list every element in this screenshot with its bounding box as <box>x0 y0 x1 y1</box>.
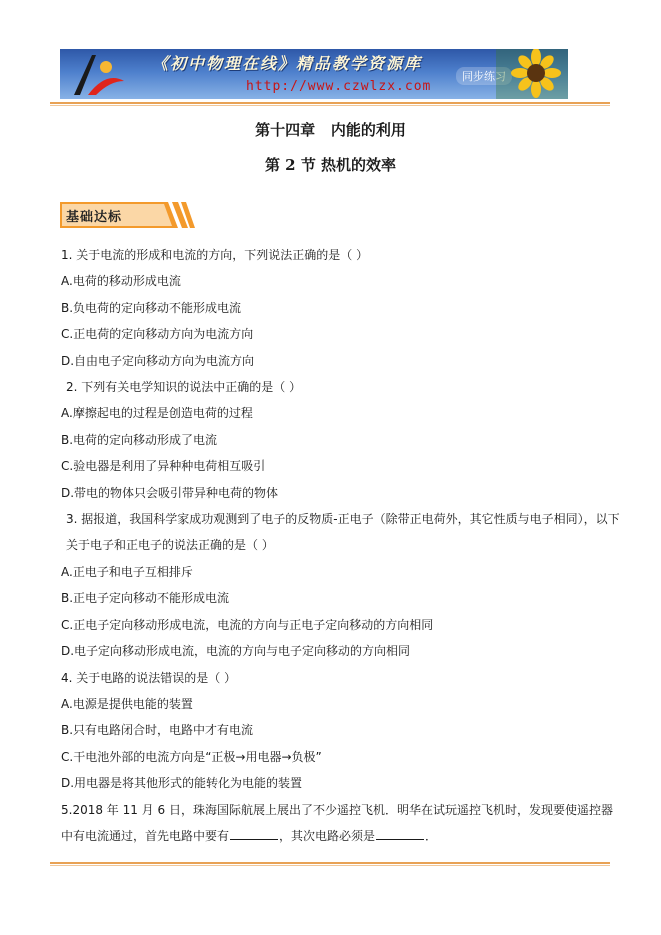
question-4-option-b: B.只有电路闭合时，电路中才有电流 <box>61 723 254 738</box>
question-2-option-b: B.电荷的定向移动形成了电流 <box>61 432 218 447</box>
sunflower-icon <box>496 49 568 99</box>
question-4-stem: 4. 关于电路的说法错误的是（ ） <box>61 670 237 685</box>
question-list <box>61 242 621 849</box>
question-4-option-a: A.电源是提供电能的装置 <box>61 696 193 711</box>
question-2-option-c: C.验电器是利用了异种种电荷相互吸引 <box>61 459 266 474</box>
question-2-option-d: D.带电的物体只会吸引带异种电荷的物体 <box>61 485 279 500</box>
footer-divider-secondary <box>50 865 610 866</box>
section-title: 第 2 节 热机的效率 <box>264 156 397 174</box>
site-title: 《初中物理在线》精品教学资源库 <box>152 54 423 73</box>
question-1-option-c: C.正电荷的定向移动方向为电流方向 <box>61 327 254 342</box>
question-1-option-d: D.自由电子定向移动方向为电流方向 <box>61 353 255 368</box>
question-1-option-a: A.电荷的移动形成电流 <box>61 274 181 289</box>
question-4-option-d: D.用电器是将其他形式的能转化为电能的装置 <box>61 776 303 791</box>
question-5-blank-1[interactable] <box>230 827 278 840</box>
logo-icon <box>66 51 126 99</box>
sync-label: 同步练习 <box>456 67 512 85</box>
question-1-stem: 1. 关于电流的形成和电流的方向，下列说法正确的是（ ） <box>61 248 369 262</box>
question-1-option-b: B.负电荷的定向移动不能形成电流 <box>61 300 242 315</box>
question-5-blank-2[interactable] <box>376 827 424 840</box>
question-3-option-b: B.正电子定向移动不能形成电流 <box>61 591 230 606</box>
question-5-text-3: ． <box>425 828 438 843</box>
site-url[interactable]: http://www.czwlzx.com <box>246 79 432 94</box>
header-banner <box>60 49 568 99</box>
question-2-stem: 2. 下列有关电学知识的说法中正确的是（ ） <box>66 380 302 395</box>
header-divider <box>50 102 610 104</box>
question-5-text-2: ，其次电路必须是 <box>279 828 376 843</box>
question-3-option-a: A.正电子和电子互相排斥 <box>61 564 193 579</box>
question-4-option-c: C.干电池外部的电流方向是“正极→用电器→负极” <box>61 749 322 764</box>
question-2-option-a: A.摩擦起电的过程是创造电荷的过程 <box>61 406 253 421</box>
question-5 <box>61 797 621 850</box>
header-divider-secondary <box>50 105 610 106</box>
question-3-option-c: C.正电子定向移动形成电流，电流的方向与正电子定向移动的方向相同 <box>61 617 434 632</box>
question-3-option-d: D.电子定向移动形成电流，电流的方向与电子定向移动的方向相同 <box>61 644 411 659</box>
chapter-title: 第十四章 内能的利用 <box>255 121 406 139</box>
question-3-stem: 3. 据报道，我国科学家成功观测到了电子的反物质-正电子（除带正电荷外，其它性质与电子相同），以下关于电子和正电子的说法正确的是（ ） <box>66 512 620 553</box>
badge-label: 基础达标 <box>66 210 123 225</box>
question-5-text-1: 5.2018 年 11 月 6 日，珠海国际航展上展出了不少遥控飞机．明华在试玩遥控飞机时，发现要使遥控器中有电流通过，首先电路中要有 <box>61 802 613 843</box>
footer-divider <box>50 862 610 864</box>
